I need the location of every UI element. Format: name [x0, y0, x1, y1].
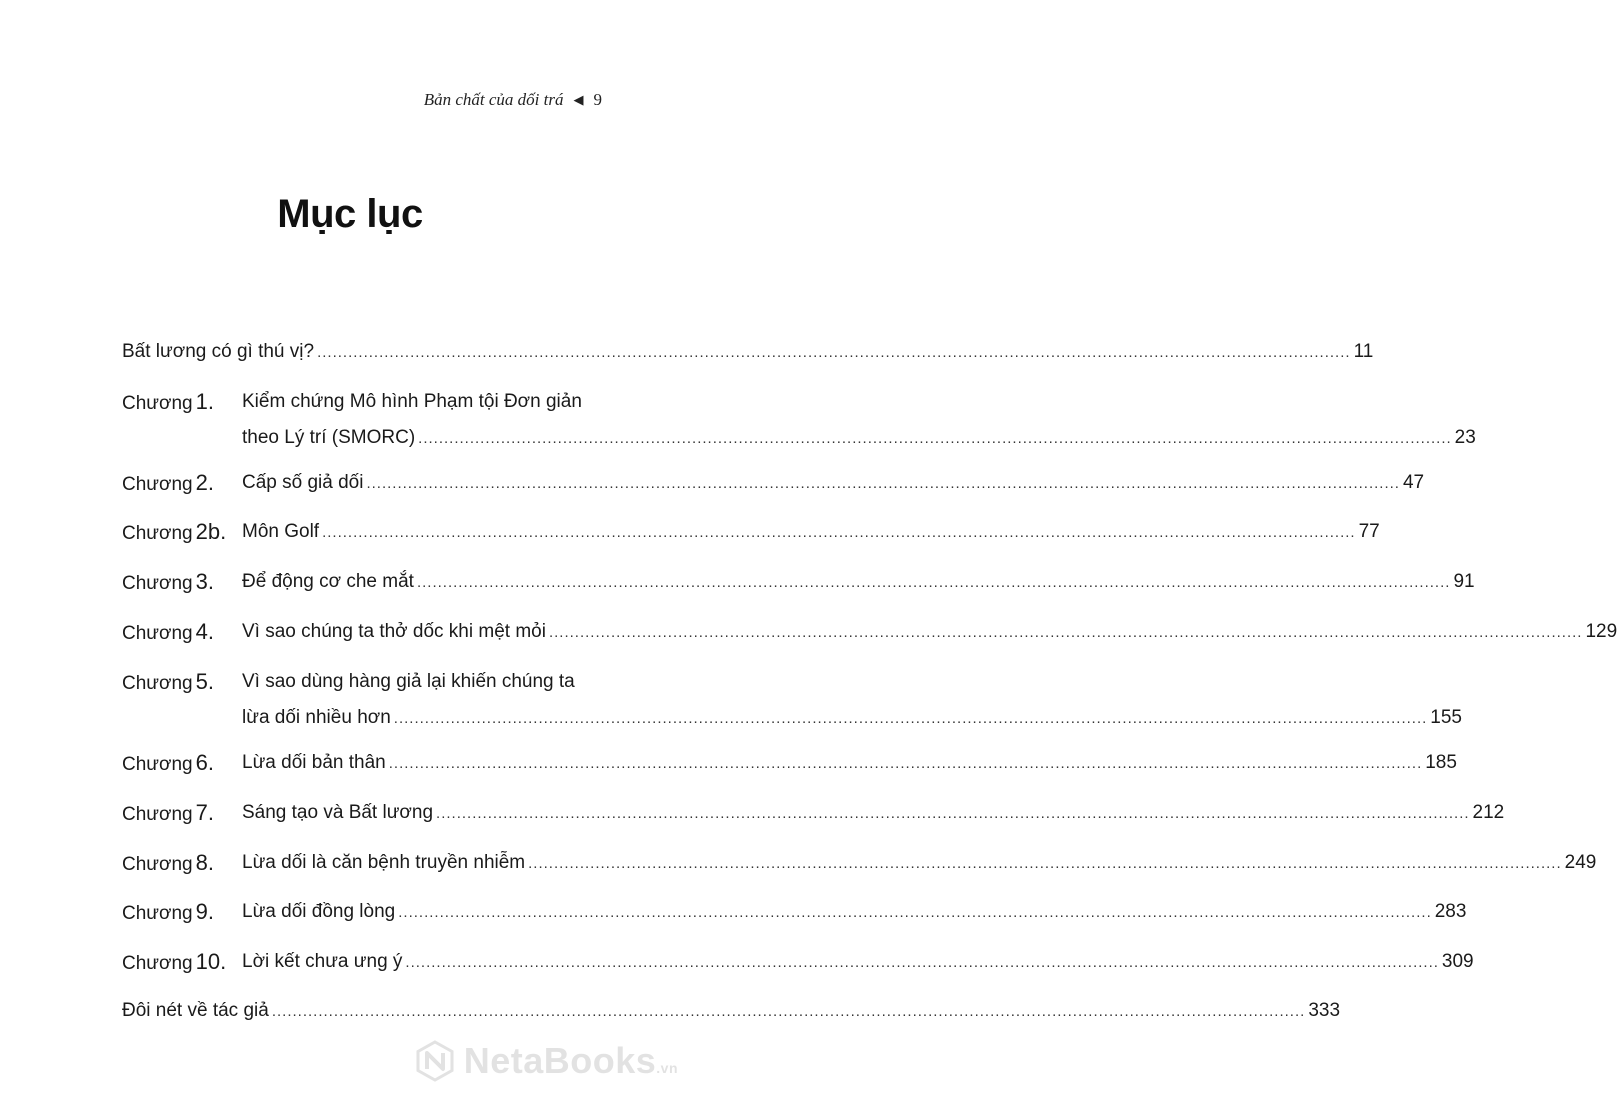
- chapter-label: [122, 664, 242, 702]
- running-header: [424, 90, 602, 110]
- entry-title-text: Cấp số giả dối: [242, 472, 364, 493]
- entry-page-number: 249: [1564, 852, 1597, 873]
- entry-title-text: Đôi nét về tác giả: [122, 1000, 269, 1021]
- chapter-label: [122, 564, 242, 602]
- watermark-brand: NetaBooks: [463, 1040, 657, 1081]
- watermark-suffix: .vn: [656, 1060, 678, 1076]
- chapter-title-block: [242, 795, 1505, 831]
- chapter-word: Chương: [122, 854, 193, 875]
- chapter-label: [122, 384, 242, 422]
- toc-title: Mục lục: [277, 192, 423, 236]
- chapter-number: 9.: [195, 899, 214, 924]
- dot-leader: ........................................................................................................................................................................................................: [436, 805, 1470, 822]
- chapter-word: Chương: [122, 673, 193, 694]
- chapter-number: 8.: [195, 850, 214, 875]
- entry-title-text: Vì sao dùng hàng giả lại khiến chúng ta: [242, 671, 575, 692]
- chapter-word: Chương: [122, 393, 193, 414]
- chapter-title-block: [242, 514, 1380, 550]
- dot-leader: ........................................................................................................................................................................................................: [317, 344, 1351, 361]
- chapter-label: [122, 514, 242, 552]
- chapter-word: Chương: [122, 754, 193, 775]
- chapter-title-block: [242, 465, 1425, 501]
- chapter-word: Chương: [122, 623, 193, 644]
- dot-leader: ........................................................................................................................................................................................................: [528, 855, 1562, 872]
- chapter-title-block: [242, 845, 1597, 881]
- dot-leader: ........................................................................................................................................................................................................: [322, 524, 1356, 541]
- toc-line: [242, 700, 1462, 736]
- watermark-text: [464, 1040, 678, 1082]
- running-header-title: Bản chất của dối trá: [423, 90, 564, 109]
- dot-leader: ........................................................................................................................................................................................................: [388, 755, 1423, 772]
- entry-page-number: 309: [1441, 951, 1474, 972]
- chapter-title-block: [242, 745, 1457, 781]
- entry-page-number: 185: [1425, 752, 1457, 773]
- entry-page-number: 77: [1358, 521, 1380, 542]
- chapter-word: Chương: [122, 953, 193, 974]
- entry-page-number: 47: [1402, 472, 1425, 493]
- toc-line: [242, 894, 1467, 930]
- chapter-number: 4.: [195, 619, 214, 644]
- toc-line: [242, 745, 1457, 781]
- chapter-label: [122, 795, 242, 833]
- dot-leader: ........................................................................................................................................................................................................: [398, 904, 1432, 921]
- dot-leader: ........................................................................................................................................................................................................: [418, 430, 1452, 447]
- chapter-title-block: [242, 384, 1476, 456]
- entry-title-text: lừa dối nhiều hơn: [242, 707, 391, 728]
- chapter-word: Chương: [122, 903, 193, 924]
- toc-entry: [122, 993, 1341, 1029]
- chapter-label: [122, 614, 242, 652]
- chapter-word: Chương: [122, 474, 193, 495]
- dot-leader: ........................................................................................................................................................................................................: [271, 1003, 1306, 1020]
- entry-title-text: Lừa dối bản thân: [242, 752, 386, 773]
- dot-leader: ........................................................................................................................................................................................................: [393, 710, 1428, 727]
- chapter-title-block: [242, 614, 1617, 650]
- chapter-number: 6.: [195, 750, 214, 775]
- entry-title-text: Vì sao chúng ta thở dốc khi mệt mỏi: [242, 621, 546, 642]
- entry-page-number: 212: [1472, 802, 1505, 823]
- netabooks-logo-icon: [414, 1040, 456, 1082]
- chapter-title-block: [242, 944, 1474, 980]
- toc-line: [242, 514, 1380, 550]
- toc-line: [242, 614, 1617, 650]
- chapter-number: 7.: [195, 800, 214, 825]
- chapter-number: 2b.: [195, 519, 227, 544]
- toc-line: [122, 334, 1374, 370]
- toc-line: [242, 845, 1597, 881]
- toc-line: [242, 384, 610, 420]
- chapter-label: [122, 745, 242, 783]
- chapter-title-block: [242, 564, 1475, 600]
- chapter-word: Chương: [122, 804, 193, 825]
- entry-page-number: 129: [1585, 621, 1617, 642]
- chapter-title-block: [242, 664, 1462, 736]
- chapter-label: [122, 465, 242, 503]
- dot-leader: ........................................................................................................................................................................................................: [405, 954, 1439, 971]
- toc-line: [242, 564, 1475, 600]
- chapter-number: 1.: [195, 389, 214, 414]
- toc-line: [242, 664, 610, 700]
- toc-line: [242, 795, 1505, 831]
- chapter-word: Chương: [122, 523, 193, 544]
- chapter-number: 3.: [195, 569, 214, 594]
- entry-page-number: 333: [1308, 1000, 1341, 1021]
- toc-entry: [122, 334, 1374, 370]
- entry-title-text: Bất lương có gì thú vị?: [122, 341, 315, 362]
- entry-title-text: Sáng tạo và Bất lương: [242, 802, 434, 823]
- dot-leader: ........................................................................................................................................................................................................: [548, 624, 1583, 641]
- chapter-word: Chương: [122, 573, 193, 594]
- chapter-number: 2.: [195, 470, 214, 495]
- entry-title-text: Môn Golf: [242, 521, 320, 542]
- toc-line: [242, 465, 1425, 501]
- entry-page-number: 283: [1434, 901, 1467, 922]
- dot-leader: ........................................................................................................................................................................................................: [416, 574, 1451, 591]
- toc-line: [242, 944, 1474, 980]
- dot-leader: ........................................................................................................................................................................................................: [366, 475, 1400, 492]
- toc-line: [122, 993, 1341, 1029]
- entry-page-number: 11: [1353, 341, 1374, 362]
- chapter-title-block: [242, 894, 1467, 930]
- entry-page-number: 23: [1454, 427, 1476, 448]
- entry-title-text: Lời kết chưa ưng ý: [242, 951, 403, 972]
- watermark: [414, 1040, 678, 1082]
- chapter-number: 10.: [195, 949, 227, 974]
- entry-title-text: Kiểm chứng Mô hình Phạm tội Đơn giản: [242, 391, 582, 412]
- toc-line: [242, 420, 1476, 456]
- chapter-label: [122, 894, 242, 932]
- page-number: 9: [593, 90, 602, 109]
- chapter-number: 5.: [195, 669, 214, 694]
- chapter-label: [122, 944, 242, 982]
- triangle-left-icon: ◀: [573, 92, 584, 107]
- entry-page-number: 91: [1453, 571, 1475, 592]
- entry-title-text: theo Lý trí (SMORC): [242, 427, 416, 448]
- entry-title-text: Lừa dối đồng lòng: [242, 901, 396, 922]
- entry-title-text: Lừa dối là căn bệnh truyền nhiễm: [242, 852, 526, 873]
- chapter-label: [122, 845, 242, 883]
- entry-title-text: Để động cơ che mắt: [242, 571, 414, 592]
- entry-page-number: 155: [1430, 707, 1462, 728]
